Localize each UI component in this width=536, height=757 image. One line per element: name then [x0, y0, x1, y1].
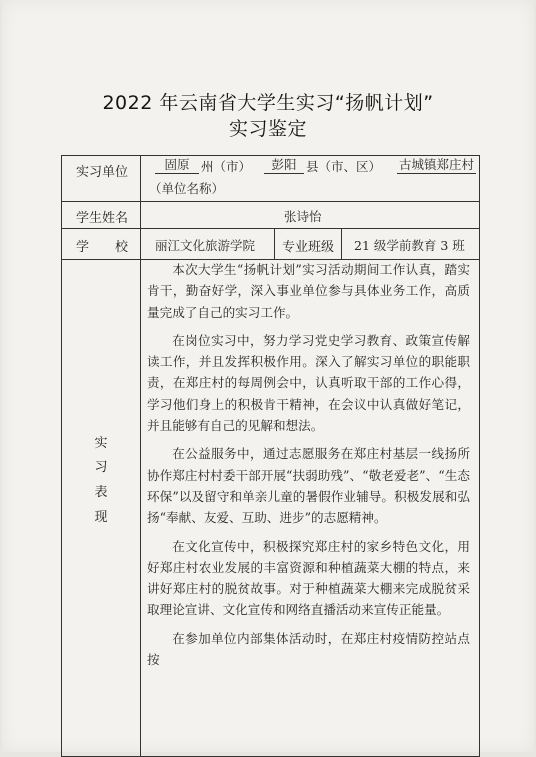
class-label: 专业班级	[282, 240, 335, 255]
document-subtitle: 实习鉴定	[228, 118, 307, 140]
unit-label: 实习单位	[76, 165, 129, 180]
performance-text	[147, 259, 470, 677]
county-value: 彭阳	[264, 157, 304, 174]
paragraph: 在岗位实习中，努力学习党史学习教育、政策宣传解读工作，并且发挥积极作用。深入了解实习单位的职能职责，在郑庄村的每周例会中，认真听取干部的工作心得，学习他们身上的积极肯干精神，在会议中认真做好笔记，并且能够有自己的见解和想法。	[147, 332, 470, 434]
evaluation-table	[61, 155, 480, 757]
prefecture-value: 固原	[155, 157, 199, 174]
column-divider	[341, 228, 342, 259]
paragraph: 在参加单位内部集体活动时，在郑庄村疫情防控站点按	[147, 630, 470, 668]
county-suffix: 县（市、区）	[306, 159, 382, 174]
perf-label-char: 表	[94, 485, 108, 500]
prefecture-suffix: 州（市）	[201, 159, 252, 174]
perf-label-char: 现	[94, 510, 108, 525]
column-divider	[274, 228, 275, 259]
column-divider	[140, 156, 141, 756]
student-label: 学生姓名	[76, 211, 129, 226]
school-label: 学 校	[76, 240, 129, 255]
paragraph: 在公益服务中，通过志愿服务在郑庄村基层一线扬所协作郑庄村村委干部开展“扶弱助残”、“敬老爱老”、“生态环保”以及留守和单亲儿童的暑假作业辅导。积极发展和弘扬“奉献、友爱、互助、进步”的志愿精神。	[147, 446, 470, 526]
school-name: 丽江文化旅游学院	[155, 238, 256, 253]
unit-name-label: （单位名称）	[149, 181, 225, 196]
perf-label-char: 习	[94, 460, 108, 475]
row-divider	[62, 201, 479, 202]
document-title: 2022 年云南省大学生实习“扬帆计划”	[102, 92, 434, 114]
paragraph: 在文化宣传中，积极探究郑庄村的家乡特色文化，用好郑庄村农业发展的丰富资源和种植蔬菜大棚的特点，来讲好郑庄村的脱贫故事。对于种植蔬菜大棚来完成脱贫采取理论宣讲、文化宣传和网络直播活动来宣传正能量。	[147, 538, 470, 618]
student-name: 张诗怡	[284, 209, 322, 224]
village-value: 古城镇郑庄村	[398, 157, 474, 172]
perf-label-char: 实	[94, 436, 108, 451]
paragraph: 本次大学生“扬帆计划”实习活动期间工作认真，踏实肯干，勤奋好学，深入事业单位参与具体业务工作，高质量完成了自己的实习工作。	[147, 262, 470, 320]
row-divider	[62, 228, 479, 229]
class-value: 21 级学前教育 3 班	[354, 238, 465, 253]
